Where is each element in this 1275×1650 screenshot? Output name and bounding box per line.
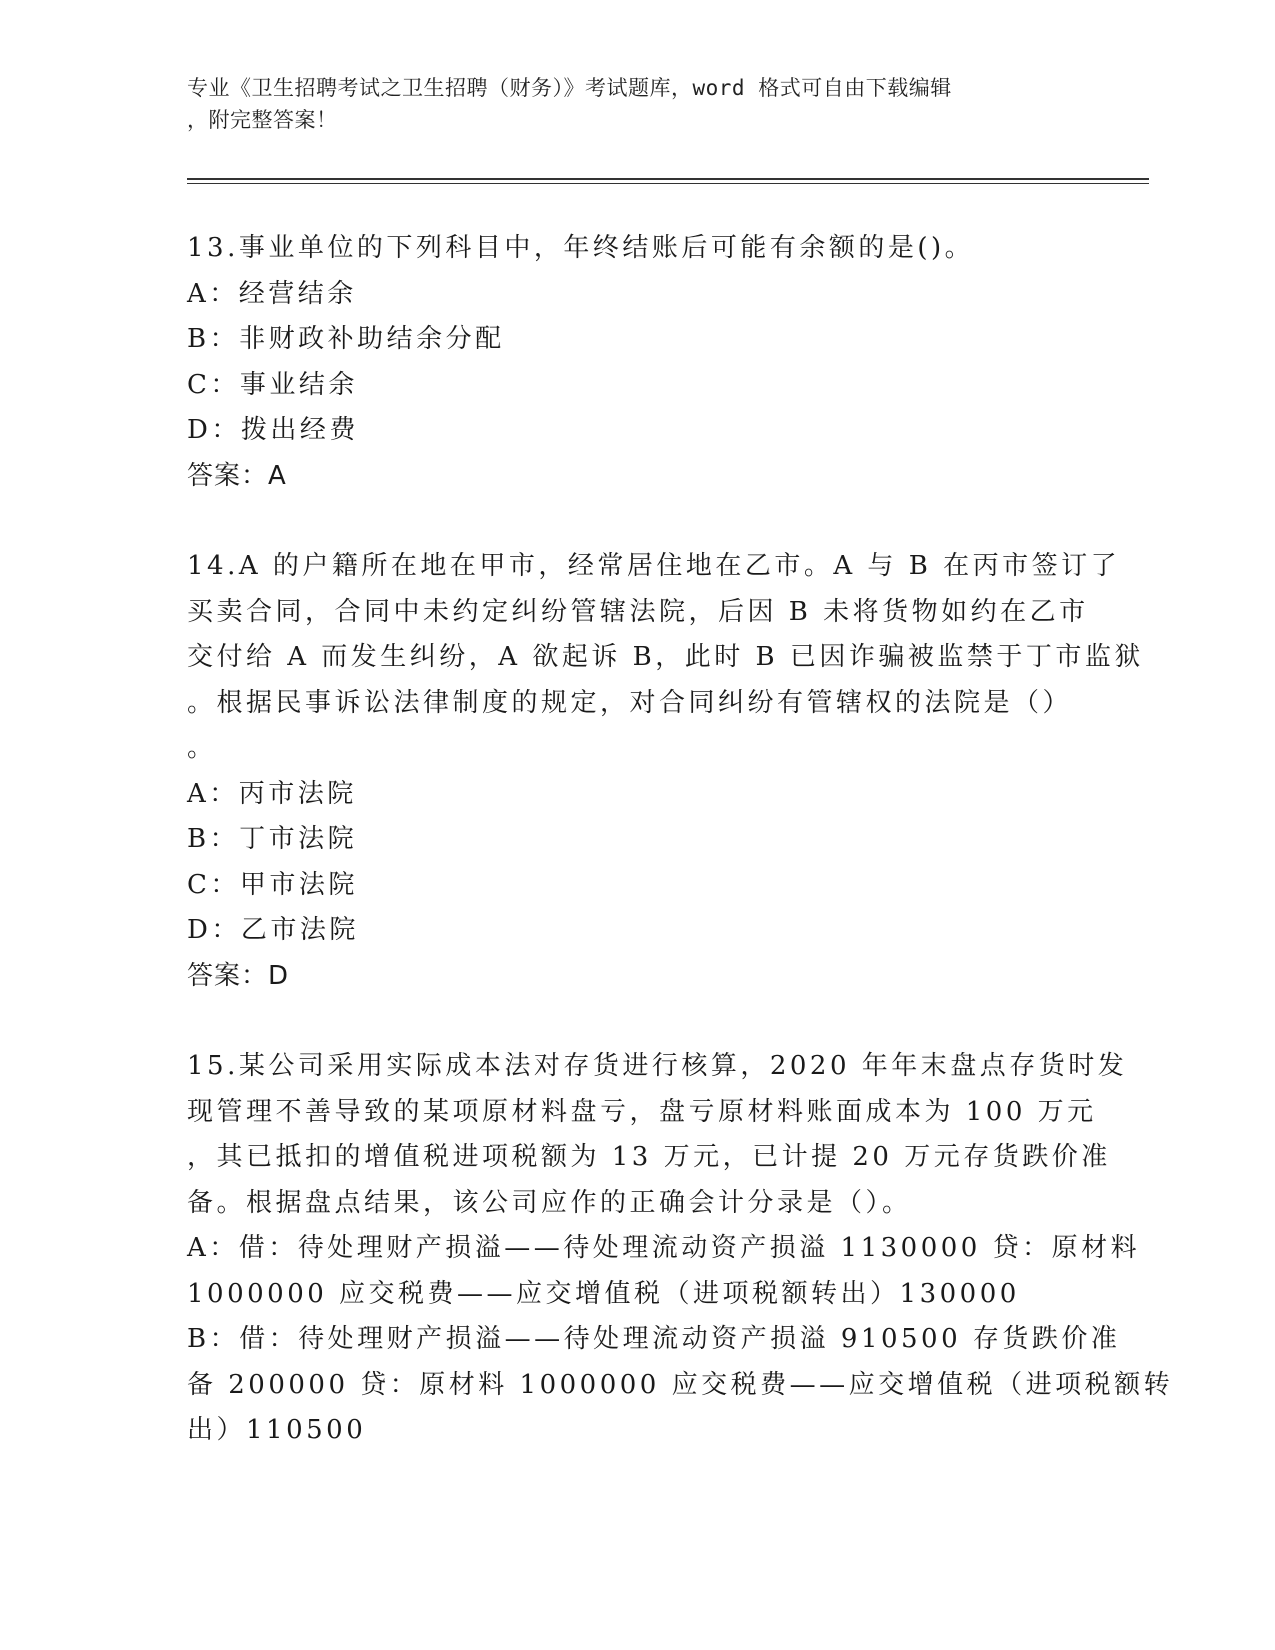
option-a-line: 1000000 应交税费——应交增值税（进项税额转出）130000 <box>187 1278 1020 1309</box>
option-b-line: 备 200000 贷：原材料 1000000 应交税费——应交增值税（进项税额转 <box>187 1369 1174 1400</box>
question-spacer <box>187 499 1077 544</box>
question-stem-line: 15.某公司采用实际成本法对存货进行核算，2020 年年末盘点存货时发 <box>187 1051 1128 1081</box>
question-stem-line: 。根据民事诉讼法律制度的规定，对合同纠纷有管辖权的法院是（） <box>187 687 1073 718</box>
option-b-line: 出）110500 <box>187 1415 367 1445</box>
question-stem-line: 交付给 A 而发生纠纷，A 欲起诉 B，此时 B 已因诈骗被监禁于丁市监狱 <box>187 642 1144 672</box>
question-stem-line: 。 <box>187 733 217 763</box>
header-line-2: ，附完整答案！ <box>187 108 338 132</box>
option-a: A：丙市法院 <box>187 778 357 809</box>
question-15 <box>187 1044 1174 1454</box>
option-b-line: B：借：待处理财产损溢——待处理流动资产损溢 910500 存货跌价准 <box>187 1324 1121 1354</box>
questions-container <box>187 226 1174 1454</box>
question-stem-line: ，其已抵扣的增值税进项税额为 13 万元，已计提 20 万元存货跌价准 <box>187 1142 1111 1172</box>
header-line-1: 专业《卫生招聘考试之卫生招聘（财务）》考试题库，word 格式可自由下载编辑 <box>187 76 952 100</box>
question-stem-line: 现管理不善导致的某项原材料盘亏，盘亏原材料账面成本为 100 万元 <box>187 1096 1097 1127</box>
option-d: D：拨出经费 <box>187 415 359 445</box>
question-13 <box>187 226 1077 499</box>
header-divider-thin <box>187 183 1149 184</box>
option-b: B：非财政补助结余分配 <box>187 324 505 354</box>
option-a-line: A：借：待处理财产损溢——待处理流动资产损溢 1130000 贷：原材料 <box>187 1233 1141 1263</box>
option-a: A：经营结余 <box>187 278 357 309</box>
option-d: D：乙市法院 <box>187 915 359 945</box>
option-c: C：事业结余 <box>187 369 358 400</box>
header-divider-thick <box>187 178 1149 180</box>
question-stem-line: 备。根据盘点结果，该公司应作的正确会计分录是（）。 <box>187 1187 912 1218</box>
question-stem-line: 13.事业单位的下列科目中，年终结账后可能有余额的是()。 <box>187 233 975 263</box>
option-c: C：甲市法院 <box>187 869 358 900</box>
question-14 <box>187 544 1144 999</box>
question-stem-line: 14.A 的户籍所在地在甲市，经常居住地在乙市。A 与 B 在丙市签订了 <box>187 551 1121 581</box>
option-b: B：丁市法院 <box>187 824 358 854</box>
answer-line: 答案：D <box>187 960 290 991</box>
question-spacer <box>187 999 1077 1044</box>
question-stem-line: 买卖合同，合同中未约定纠纷管辖法院，后因 B 未将货物如约在乙市 <box>187 596 1089 627</box>
document-header <box>187 72 1067 136</box>
answer-line: 答案：A <box>187 460 287 491</box>
